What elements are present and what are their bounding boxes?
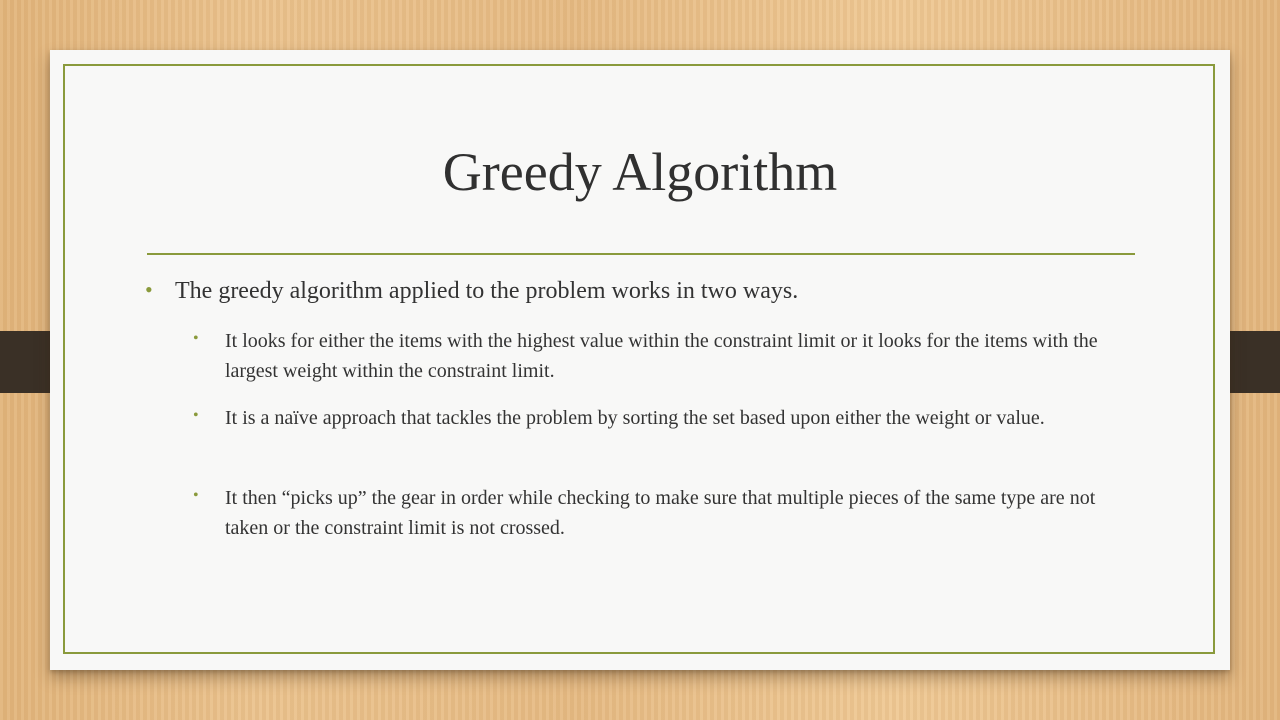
sub-bullet-1 (193, 326, 1143, 386)
sub-bullet-3-text: It then “picks up” the gear in order while checking to make sure that multiple pieces of the same type are not taken or the constraint limit is not crossed. (225, 487, 1096, 539)
bullet-icon: • (193, 407, 199, 424)
bullet-icon: • (193, 330, 199, 347)
sub-bullet-1-text: It looks for either the items with the highest value within the constraint limit or it looks for the items with the largest weight within the constraint limit. (225, 330, 1098, 382)
sub-bullet-3 (193, 483, 1143, 543)
bullet-icon: • (145, 277, 153, 302)
bullet-icon: • (193, 487, 199, 504)
title-divider (147, 253, 1135, 255)
sub-bullet-2 (193, 403, 1143, 433)
sub-bullet-2-text: It is a naïve approach that tackles the problem by sorting the set based upon either the weight or value. (225, 407, 1045, 429)
slide-title: Greedy Algorithm (442, 142, 838, 202)
bullet-main-text: The greedy algorithm applied to the problem works in two ways. (175, 278, 799, 304)
slide-paper (50, 50, 1230, 670)
bullet-main (145, 276, 1145, 306)
